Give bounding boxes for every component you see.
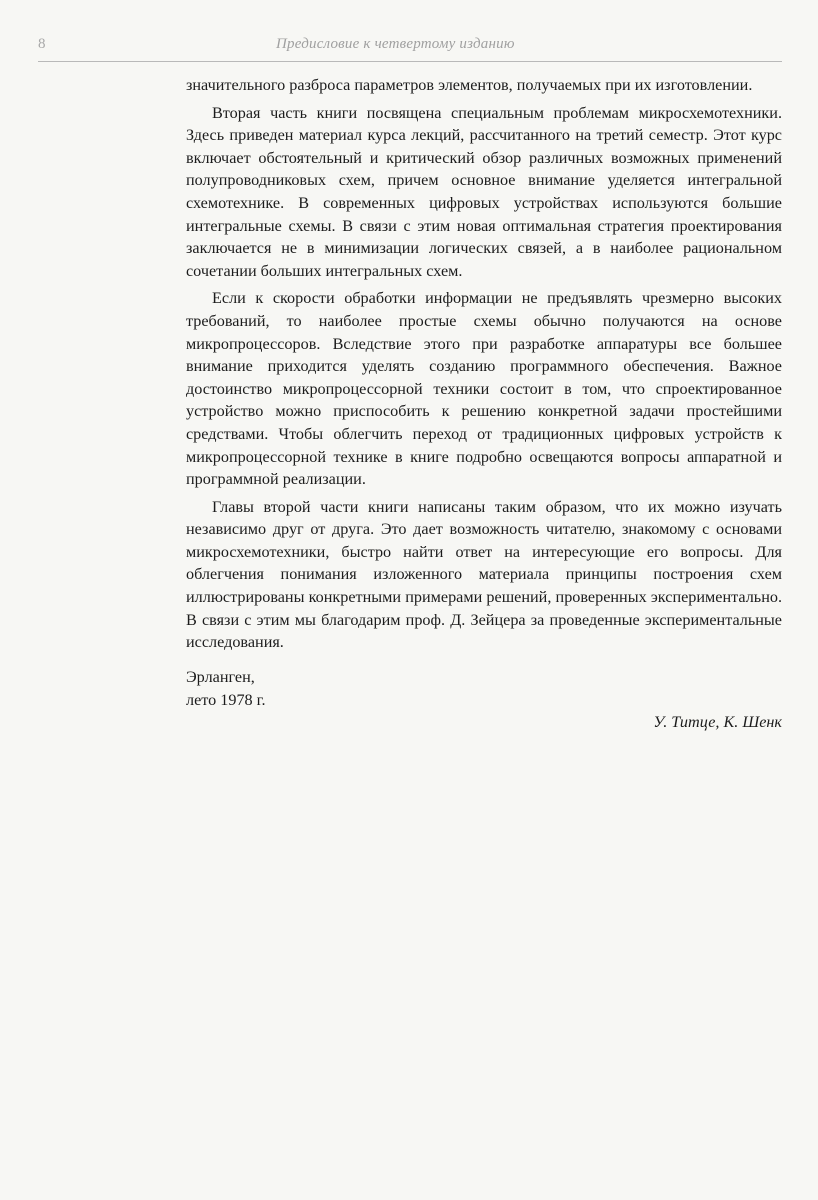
place-date xyxy=(186,666,266,711)
place: Эрланген, xyxy=(186,668,255,686)
header-rule xyxy=(38,61,782,62)
paragraph-continuation: значительного разброса параметров элементов, получаемых при их изготовлении. xyxy=(186,76,753,94)
paragraph: Если к скорости обработки информации не предъявлять чрезмерно высоких требований, то наиболее простые схемы обычно получаются на основе микропроцессоров. Вследствие этого при разработке аппаратуры все большее внимание приходится уделять созданию программного обеспечения. Важное достоинство микропроцессорной техники состоит в том, что спроектированное устройство можно приспособить к решению конкретной задачи простейшими средствами. Чтобы облегчить переход от традиционных цифровых устройств к микропроцессорной технике в книге подробно освещаются вопросы аппаратной и программной реализации. xyxy=(186,289,782,489)
body-text xyxy=(186,74,782,654)
running-head xyxy=(38,36,780,58)
running-title: Предисловие к четвертому изданию xyxy=(276,36,515,52)
authors-signature: У. Титце, К. Шенк xyxy=(653,713,782,731)
paragraph: Вторая часть книги посвящена специальным проблемам микросхемотехники. Здесь приведен материал курса лекций, рассчитанного на третий семестр. Этот курс включает обстоятельный и критический обзор различных возможных применений полупроводниковых схем, причем основное внимание уделяется интегральной схемотехнике. В современных цифровых устройствах используются большие интегральные схемы. В связи с этим новая оптимальная стратегия проектирования заключается не в минимизации логических связей, а в наиболее рациональном сочетании больших интегральных схем. xyxy=(186,103,782,280)
date: лето 1978 г. xyxy=(186,690,266,709)
paragraph: Главы второй части книги написаны таким образом, что их можно изучать независимо друг от друга. Это дает возможность читателю, знакомому с основами микросхемотехники, быстро найти ответ на интересующие его вопросы. Для облегчения понимания изложенного материала принципы построения схем иллюстрированы конкретными примерами решений, проверенных экспериментально. В связи с этим мы благодарим проф. Д. Зейцера за проведенные экспериментальные исследования. xyxy=(186,497,782,652)
page-number: 8 xyxy=(38,36,46,52)
